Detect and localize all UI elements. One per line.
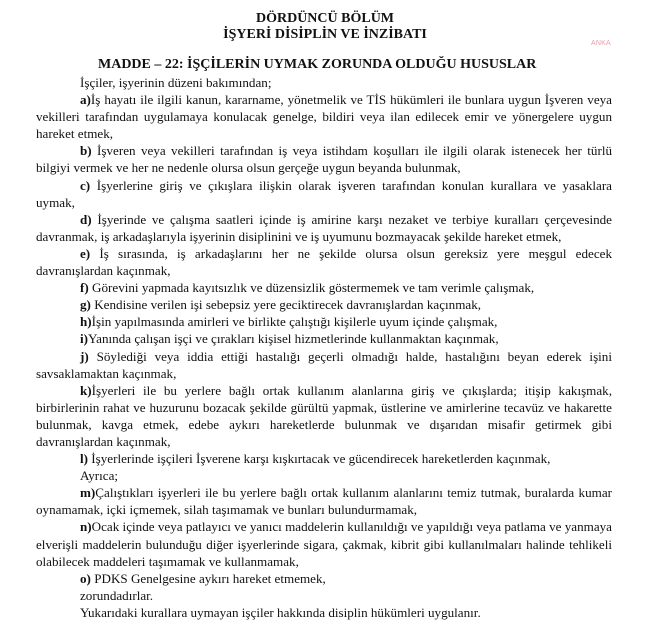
list-item-n — [36, 518, 612, 569]
article-body — [36, 74, 612, 621]
item-text: İşin yapılmasında amirleri ve birlikte çalıştığı kişilerle uyum içinde çalışmak, — [91, 314, 498, 330]
chapter-title: İŞYERİ DİSİPLİN VE İNZİBATI — [223, 27, 427, 42]
item-text: PDKS Genelgesine aykırı hareket etmemek, — [94, 570, 326, 586]
item-text: Görevini yapmada kayıtsızlık ve düzensizlik göstermemek ve tam verimle çalışmak, — [92, 280, 535, 296]
item-text: İşyerinde ve çalışma saatleri içinde iş amirine karşı nezaket ve terbiye kuralları çerçevesinde davranmak, iş arkadaşlarıyla işyerinin disiplinini ve iş uyumunu bozmayacak şekilde hareket etmek, — [36, 211, 612, 244]
item-letter: j) — [80, 348, 89, 364]
list-item-d — [36, 211, 612, 245]
item-letter: f) — [80, 280, 89, 296]
item-letter: a) — [80, 92, 91, 108]
item-letter: e) — [80, 245, 91, 261]
item-letter: i) — [80, 331, 88, 347]
item-letter: b) — [80, 143, 92, 159]
item-text: İşveren veya vekilleri tarafından iş veya istihdam koşulları ile ilgili olarak istenecek her türlü bilgiyi vermek ve her ne nedenle olursa olsun gerçeğe uygun beyanda bulunmak, — [36, 143, 613, 176]
list-item-j — [36, 348, 612, 382]
item-text: Söylediği veya iddia ettiği hastalığı geçerli olmadığı halde, hastalığını beyan ederek işini savsaklamaktan kaçınmak, — [36, 348, 612, 381]
item-text: İş sırasında, iş arkadaşlarını her ne şekilde olursa olsun gereksiz yere meşgul edecek davranışlardan kaçınmak, — [36, 245, 612, 279]
item-letter: g) — [80, 297, 91, 313]
list-item-g — [36, 296, 612, 313]
list-item-k — [36, 382, 612, 450]
list-item-m — [36, 484, 612, 518]
item-letter: k) — [80, 382, 92, 398]
item-letter: l) — [80, 451, 88, 467]
also-text: Ayrıca; — [80, 468, 119, 484]
item-letter: c) — [80, 177, 91, 193]
item-letter: n) — [80, 519, 92, 535]
item-text: İşyerlerine giriş ve çıkışlara ilişkin olarak işveren tarafından konulan kurallara ve yasaklara uymak, — [36, 177, 612, 210]
list-item-c — [36, 177, 612, 211]
item-letter: h) — [80, 314, 92, 330]
article-intro: İşçiler, işyerinin düzeni bakımından; — [80, 75, 272, 90]
item-text: Kendisine verilen işi sebepsiz yere geciktirecek davranışlardan kaçınmak, — [94, 297, 482, 313]
list-item-h — [36, 313, 612, 330]
list-item-e — [36, 245, 612, 279]
chapter-number: DÖRDÜNCÜ BÖLÜM — [255, 11, 395, 26]
item-letter: m) — [80, 485, 96, 501]
obligation-text: zorundadırlar. — [80, 587, 154, 603]
list-item-l — [36, 450, 612, 467]
list-item-o — [36, 570, 612, 587]
closing-text: Yukarıdaki kurallara uymayan işçiler hakkında disiplin hükümleri uygulanır. — [80, 604, 481, 620]
item-text: Yanında çalışan işçi ve çırakları kişisel hizmetlerinde kullanmaktan kaçınmak, — [88, 331, 499, 347]
list-item-f — [36, 279, 612, 296]
item-text: İşyerlerinde işçileri İşverene karşı kışkırtacak ve gücendirecek hareketlerden kaçınmak, — [91, 451, 551, 467]
item-letter: d) — [80, 211, 92, 227]
item-text: İş hayatı ile ilgili kanun, kararname, yönetmelik ve TİS hükümleri ile bunlara uygun İşveren veya vekilleri tarafından uygulamaya konulacak genelge, bildiri veya ilan edilecek emir ve yönergelere uygun hareket etmek, — [36, 92, 612, 142]
list-item-b — [36, 142, 612, 176]
article-title: MADDE – 22: İŞÇİLERİN UYMAK ZORUNDA OLDUĞU HUSUSLAR — [98, 57, 537, 72]
item-text: Ocak içinde veya patlayıcı ve yanıcı maddelerin kullanıldığı ve yapıldığı veya patlama ve yanmaya elverişli maddelerin bulunduğu diğer işyerlerinde sigara, çakmak, kibrit gibi kullanılmaları halinde tehlikeli olabilecek maddeleri taşımamak ve kullanmamak, — [36, 519, 612, 569]
watermark-logo: ANKA — [591, 40, 611, 47]
item-text: Çalıştıkları işyerleri ile bu yerlere bağlı ortak kullanım alanlarını temiz tutmak, buralarda kumar oynamamak, içki içmemek, silah taşımamak ve bunları bulundurmamak, — [36, 485, 612, 518]
list-item-i — [36, 330, 612, 347]
list-item-a — [36, 91, 612, 142]
item-letter: o) — [80, 570, 91, 586]
item-text: İşyerleri ile bu yerlere bağlı ortak kullanım alanlarına giriş ve çıkışlarda; itişip kakışmak, birbirlerinin rahat ve huzurunu bozacak şekilde gürültü yapmak, üstlerine ve amirlerine tecavüz ve hakarette bulunmak, kavga etmek, edebe aykırı hareketlerde bulunmak ve dışarıdan misafir getirmek gibi davranışlardan kaçınmak, — [36, 382, 612, 449]
